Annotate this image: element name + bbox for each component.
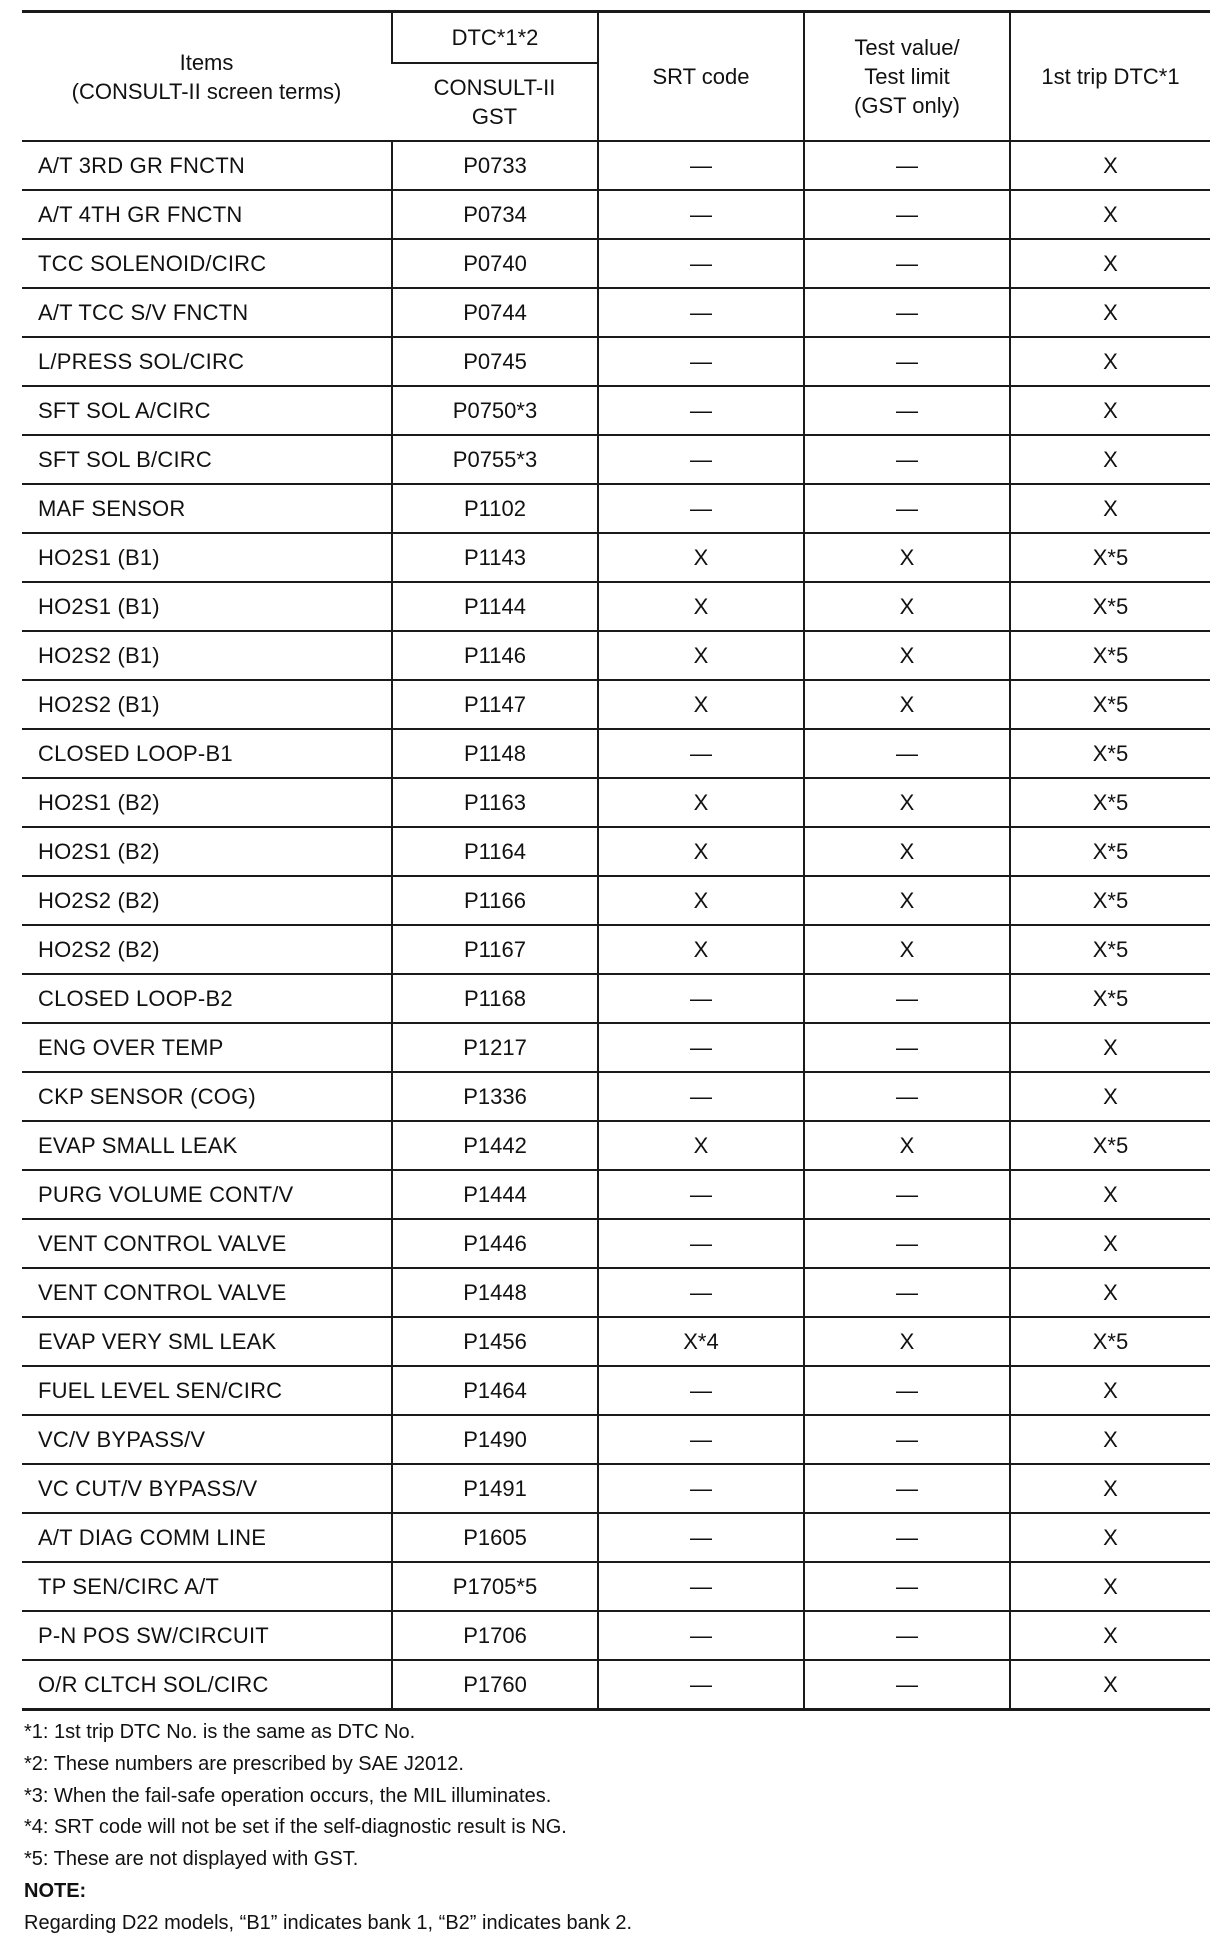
cell-test-value: — bbox=[804, 337, 1010, 386]
cell-item: VENT CONTROL VALVE bbox=[22, 1268, 392, 1317]
header-srt-code: SRT code bbox=[598, 12, 804, 142]
cell-first-trip-dtc: X*5 bbox=[1010, 729, 1210, 778]
table-row bbox=[22, 1611, 1210, 1660]
cell-test-value: — bbox=[804, 484, 1010, 533]
cell-srt-code: — bbox=[598, 1660, 804, 1710]
table-row bbox=[22, 1219, 1210, 1268]
cell-first-trip-dtc: X*5 bbox=[1010, 925, 1210, 974]
table-header bbox=[22, 12, 1210, 142]
cell-dtc-number: P1705*5 bbox=[392, 1562, 598, 1611]
cell-dtc-number: P1166 bbox=[392, 876, 598, 925]
cell-first-trip-dtc: X bbox=[1010, 1513, 1210, 1562]
cell-srt-code: — bbox=[598, 1415, 804, 1464]
cell-dtc-number: P0734 bbox=[392, 190, 598, 239]
cell-item: CLOSED LOOP-B2 bbox=[22, 974, 392, 1023]
header-test-value bbox=[804, 12, 1010, 142]
cell-item: HO2S2 (B2) bbox=[22, 876, 392, 925]
cell-first-trip-dtc: X*5 bbox=[1010, 1317, 1210, 1366]
cell-srt-code: X bbox=[598, 1121, 804, 1170]
table-row bbox=[22, 386, 1210, 435]
table-row bbox=[22, 1317, 1210, 1366]
cell-dtc-number: P1102 bbox=[392, 484, 598, 533]
cell-srt-code: — bbox=[598, 1464, 804, 1513]
cell-first-trip-dtc: X*5 bbox=[1010, 876, 1210, 925]
footnotes bbox=[22, 1717, 1210, 1940]
cell-item: A/T 3RD GR FNCTN bbox=[22, 141, 392, 190]
cell-item: HO2S2 (B1) bbox=[22, 680, 392, 729]
cell-first-trip-dtc: X*5 bbox=[1010, 827, 1210, 876]
cell-item: HO2S2 (B1) bbox=[22, 631, 392, 680]
cell-srt-code: — bbox=[598, 1170, 804, 1219]
cell-first-trip-dtc: X bbox=[1010, 1464, 1210, 1513]
cell-dtc-number: P1143 bbox=[392, 533, 598, 582]
table-row bbox=[22, 288, 1210, 337]
cell-srt-code: — bbox=[598, 190, 804, 239]
cell-test-value: — bbox=[804, 288, 1010, 337]
table-row bbox=[22, 141, 1210, 190]
dtc-table bbox=[22, 10, 1210, 1711]
table-row bbox=[22, 533, 1210, 582]
table-row bbox=[22, 1121, 1210, 1170]
cell-item: CKP SENSOR (COG) bbox=[22, 1072, 392, 1121]
table-row bbox=[22, 680, 1210, 729]
cell-test-value: — bbox=[804, 1562, 1010, 1611]
footnote-4: *4: SRT code will not be set if the self-diagnostic result is NG. bbox=[24, 1816, 567, 1839]
cell-item: P-N POS SW/CIRCUIT bbox=[22, 1611, 392, 1660]
cell-first-trip-dtc: X bbox=[1010, 288, 1210, 337]
cell-srt-code: — bbox=[598, 484, 804, 533]
header-items-line2: (CONSULT-II screen terms) bbox=[71, 78, 342, 104]
cell-srt-code: — bbox=[598, 974, 804, 1023]
cell-first-trip-dtc: X*5 bbox=[1010, 974, 1210, 1023]
cell-srt-code: X bbox=[598, 876, 804, 925]
cell-first-trip-dtc: X bbox=[1010, 1219, 1210, 1268]
cell-item: SFT SOL B/CIRC bbox=[22, 435, 392, 484]
cell-test-value: X bbox=[804, 680, 1010, 729]
table-row bbox=[22, 827, 1210, 876]
cell-dtc-number: P1706 bbox=[392, 1611, 598, 1660]
footnote-1: *1: 1st trip DTC No. is the same as DTC No. bbox=[24, 1721, 416, 1743]
cell-dtc-number: P0755*3 bbox=[392, 435, 598, 484]
cell-test-value: — bbox=[804, 1268, 1010, 1317]
cell-item: VENT CONTROL VALVE bbox=[22, 1219, 392, 1268]
cell-item: O/R CLTCH SOL/CIRC bbox=[22, 1660, 392, 1710]
table-row bbox=[22, 925, 1210, 974]
cell-test-value: — bbox=[804, 1660, 1010, 1710]
cell-first-trip-dtc: X bbox=[1010, 484, 1210, 533]
cell-item: VC CUT/V BYPASS/V bbox=[22, 1464, 392, 1513]
cell-first-trip-dtc: X bbox=[1010, 1562, 1210, 1611]
cell-item: EVAP SMALL LEAK bbox=[22, 1121, 392, 1170]
cell-test-value: — bbox=[804, 1366, 1010, 1415]
cell-first-trip-dtc: X bbox=[1010, 1023, 1210, 1072]
header-dtc-sub bbox=[392, 63, 598, 141]
note-text: Regarding D22 models, “B1” indicates bank 1, “B2” indicates bank 2. bbox=[24, 1911, 633, 1934]
table-row bbox=[22, 631, 1210, 680]
cell-first-trip-dtc: X bbox=[1010, 1170, 1210, 1219]
table-row bbox=[22, 582, 1210, 631]
cell-first-trip-dtc: X bbox=[1010, 1660, 1210, 1710]
cell-test-value: X bbox=[804, 925, 1010, 974]
cell-first-trip-dtc: X bbox=[1010, 1268, 1210, 1317]
cell-test-value: — bbox=[804, 1170, 1010, 1219]
table-body bbox=[22, 141, 1210, 1710]
table-row bbox=[22, 337, 1210, 386]
cell-dtc-number: P1147 bbox=[392, 680, 598, 729]
cell-first-trip-dtc: X bbox=[1010, 1366, 1210, 1415]
cell-dtc-number: P1448 bbox=[392, 1268, 598, 1317]
cell-first-trip-dtc: X*5 bbox=[1010, 680, 1210, 729]
table-row bbox=[22, 484, 1210, 533]
cell-test-value: X bbox=[804, 631, 1010, 680]
note-heading: NOTE: bbox=[24, 1879, 87, 1902]
table-row bbox=[22, 190, 1210, 239]
cell-item: HO2S1 (B2) bbox=[22, 778, 392, 827]
document bbox=[22, 10, 1210, 1940]
table-row bbox=[22, 1366, 1210, 1415]
cell-dtc-number: P1464 bbox=[392, 1366, 598, 1415]
cell-srt-code: — bbox=[598, 1562, 804, 1611]
cell-test-value: — bbox=[804, 974, 1010, 1023]
header-test-line1: Test value/ bbox=[854, 35, 960, 60]
cell-test-value: — bbox=[804, 141, 1010, 190]
cell-test-value: — bbox=[804, 1415, 1010, 1464]
cell-dtc-number: P0744 bbox=[392, 288, 598, 337]
cell-item: FUEL LEVEL SEN/CIRC bbox=[22, 1366, 392, 1415]
cell-first-trip-dtc: X*5 bbox=[1010, 631, 1210, 680]
cell-srt-code: X bbox=[598, 582, 804, 631]
cell-test-value: — bbox=[804, 386, 1010, 435]
header-dtc-group: DTC*1*2 bbox=[392, 12, 598, 64]
table-row bbox=[22, 876, 1210, 925]
table-row bbox=[22, 778, 1210, 827]
table-row bbox=[22, 1415, 1210, 1464]
cell-srt-code: — bbox=[598, 1513, 804, 1562]
header-test-line2: Test limit bbox=[864, 64, 950, 89]
cell-dtc-number: P1336 bbox=[392, 1072, 598, 1121]
table-row bbox=[22, 1513, 1210, 1562]
cell-test-value: X bbox=[804, 582, 1010, 631]
cell-dtc-number: P1760 bbox=[392, 1660, 598, 1710]
cell-first-trip-dtc: X bbox=[1010, 239, 1210, 288]
cell-srt-code: — bbox=[598, 141, 804, 190]
cell-item: TCC SOLENOID/CIRC bbox=[22, 239, 392, 288]
cell-test-value: — bbox=[804, 1072, 1010, 1121]
header-dtc-sub-line1: CONSULT-II bbox=[433, 75, 556, 100]
footnote-3: *3: When the fail-safe operation occurs, the MIL illuminates. bbox=[24, 1784, 552, 1807]
cell-test-value: X bbox=[804, 827, 1010, 876]
cell-item: SFT SOL A/CIRC bbox=[22, 386, 392, 435]
cell-first-trip-dtc: X*5 bbox=[1010, 533, 1210, 582]
cell-item: A/T 4TH GR FNCTN bbox=[22, 190, 392, 239]
cell-srt-code: — bbox=[598, 435, 804, 484]
header-first-trip-dtc: 1st trip DTC*1 bbox=[1010, 12, 1210, 142]
cell-first-trip-dtc: X*5 bbox=[1010, 778, 1210, 827]
cell-dtc-number: P0745 bbox=[392, 337, 598, 386]
table-row bbox=[22, 239, 1210, 288]
table-row bbox=[22, 1170, 1210, 1219]
cell-srt-code: X bbox=[598, 631, 804, 680]
table-row bbox=[22, 1023, 1210, 1072]
cell-first-trip-dtc: X bbox=[1010, 1415, 1210, 1464]
cell-item: TP SEN/CIRC A/T bbox=[22, 1562, 392, 1611]
cell-first-trip-dtc: X bbox=[1010, 386, 1210, 435]
cell-dtc-number: P1144 bbox=[392, 582, 598, 631]
cell-dtc-number: P1148 bbox=[392, 729, 598, 778]
cell-dtc-number: P1446 bbox=[392, 1219, 598, 1268]
cell-item: A/T DIAG COMM LINE bbox=[22, 1513, 392, 1562]
cell-item: CLOSED LOOP-B1 bbox=[22, 729, 392, 778]
cell-srt-code: — bbox=[598, 729, 804, 778]
cell-item: HO2S1 (B1) bbox=[22, 582, 392, 631]
table-row bbox=[22, 435, 1210, 484]
table-row bbox=[22, 729, 1210, 778]
table-row bbox=[22, 1464, 1210, 1513]
cell-first-trip-dtc: X*5 bbox=[1010, 582, 1210, 631]
cell-srt-code: — bbox=[598, 1268, 804, 1317]
header-test-line3: (GST only) bbox=[854, 93, 960, 118]
cell-test-value: — bbox=[804, 1464, 1010, 1513]
footnote-2: *2: These numbers are prescribed by SAE J2012. bbox=[24, 1752, 464, 1775]
cell-srt-code: X bbox=[598, 827, 804, 876]
cell-item: EVAP VERY SML LEAK bbox=[22, 1317, 392, 1366]
cell-srt-code: X*4 bbox=[598, 1317, 804, 1366]
cell-test-value: X bbox=[804, 1121, 1010, 1170]
cell-first-trip-dtc: X bbox=[1010, 141, 1210, 190]
cell-dtc-number: P1442 bbox=[392, 1121, 598, 1170]
table-row bbox=[22, 1562, 1210, 1611]
table-row bbox=[22, 1268, 1210, 1317]
cell-dtc-number: P1491 bbox=[392, 1464, 598, 1513]
cell-item: ENG OVER TEMP bbox=[22, 1023, 392, 1072]
cell-srt-code: — bbox=[598, 1219, 804, 1268]
cell-first-trip-dtc: X bbox=[1010, 1611, 1210, 1660]
table-row bbox=[22, 1660, 1210, 1710]
cell-first-trip-dtc: X*5 bbox=[1010, 1121, 1210, 1170]
cell-dtc-number: P1146 bbox=[392, 631, 598, 680]
cell-dtc-number: P1168 bbox=[392, 974, 598, 1023]
cell-srt-code: — bbox=[598, 239, 804, 288]
cell-first-trip-dtc: X bbox=[1010, 337, 1210, 386]
cell-test-value: — bbox=[804, 729, 1010, 778]
cell-srt-code: X bbox=[598, 925, 804, 974]
cell-dtc-number: P1456 bbox=[392, 1317, 598, 1366]
cell-srt-code: X bbox=[598, 680, 804, 729]
cell-test-value: — bbox=[804, 1611, 1010, 1660]
cell-first-trip-dtc: X bbox=[1010, 190, 1210, 239]
cell-srt-code: — bbox=[598, 1072, 804, 1121]
cell-first-trip-dtc: X bbox=[1010, 435, 1210, 484]
cell-dtc-number: P1163 bbox=[392, 778, 598, 827]
footnote-5: *5: These are not displayed with GST. bbox=[24, 1848, 359, 1871]
header-items-line1: Items bbox=[179, 49, 234, 75]
cell-test-value: — bbox=[804, 1023, 1010, 1072]
cell-srt-code: — bbox=[598, 1611, 804, 1660]
cell-dtc-number: P0733 bbox=[392, 141, 598, 190]
cell-test-value: — bbox=[804, 190, 1010, 239]
cell-test-value: X bbox=[804, 533, 1010, 582]
cell-srt-code: — bbox=[598, 386, 804, 435]
cell-item: L/PRESS SOL/CIRC bbox=[22, 337, 392, 386]
cell-test-value: — bbox=[804, 1513, 1010, 1562]
table-row bbox=[22, 1072, 1210, 1121]
cell-test-value: — bbox=[804, 435, 1010, 484]
cell-item: A/T TCC S/V FNCTN bbox=[22, 288, 392, 337]
cell-srt-code: X bbox=[598, 778, 804, 827]
cell-test-value: X bbox=[804, 778, 1010, 827]
header-dtc-sub-line2: GST bbox=[471, 104, 518, 129]
cell-srt-code: X bbox=[598, 533, 804, 582]
cell-test-value: X bbox=[804, 876, 1010, 925]
cell-test-value: — bbox=[804, 1219, 1010, 1268]
cell-item: HO2S1 (B2) bbox=[22, 827, 392, 876]
cell-first-trip-dtc: X bbox=[1010, 1072, 1210, 1121]
cell-dtc-number: P1217 bbox=[392, 1023, 598, 1072]
cell-item: VC/V BYPASS/V bbox=[22, 1415, 392, 1464]
cell-dtc-number: P1444 bbox=[392, 1170, 598, 1219]
cell-dtc-number: P1490 bbox=[392, 1415, 598, 1464]
cell-item: HO2S2 (B2) bbox=[22, 925, 392, 974]
cell-srt-code: — bbox=[598, 1366, 804, 1415]
cell-item: PURG VOLUME CONT/V bbox=[22, 1170, 392, 1219]
cell-test-value: X bbox=[804, 1317, 1010, 1366]
cell-dtc-number: P1167 bbox=[392, 925, 598, 974]
cell-srt-code: — bbox=[598, 337, 804, 386]
cell-srt-code: — bbox=[598, 1023, 804, 1072]
header-items bbox=[22, 12, 392, 142]
table-row bbox=[22, 974, 1210, 1023]
cell-dtc-number: P1164 bbox=[392, 827, 598, 876]
cell-srt-code: — bbox=[598, 288, 804, 337]
cell-dtc-number: P0750*3 bbox=[392, 386, 598, 435]
cell-item: MAF SENSOR bbox=[22, 484, 392, 533]
cell-item: HO2S1 (B1) bbox=[22, 533, 392, 582]
cell-dtc-number: P0740 bbox=[392, 239, 598, 288]
cell-test-value: — bbox=[804, 239, 1010, 288]
cell-dtc-number: P1605 bbox=[392, 1513, 598, 1562]
